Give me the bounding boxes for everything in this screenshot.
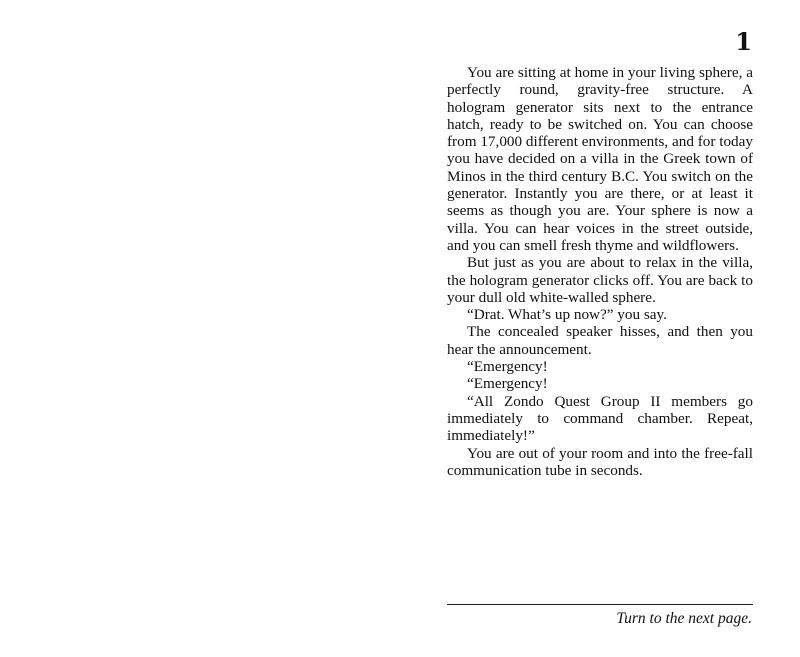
paragraph: But just as you are about to relax in the villa, the hologram generator clicks off. You are back to your dull old white-walled sphere. [447, 254, 753, 306]
footer-divider [447, 604, 753, 605]
paragraph: “All Zondo Quest Group II members go immediately to command chamber. Repeat, immediately!” [447, 392, 753, 445]
paragraph: You are out of your room and into the free-fall communication tube in seconds. [447, 444, 753, 479]
turn-page-instruction: Turn to the next page. [616, 610, 752, 627]
paragraph: “Emergency! [467, 375, 548, 393]
paragraph: “Emergency! [467, 358, 548, 376]
page-number: 1 [735, 27, 752, 56]
paragraph: You are sitting at home in your living sphere, a perfectly round, gravity-free structure. A hologram generator sits next to the entrance hatch, ready to be switched on. You can choose from 17,000 different environments, and for today you have decided on a villa in the Greek town of Minos in the third century B.C. You switch on the generator. Instantly you are there, or at least it seems as though you are. Your sphere is now a villa. You can hear voices in the street outside, and you can smell fresh thyme and wildflowers. [447, 64, 753, 254]
paragraph: “Drat. What’s up now?” you say. [467, 306, 667, 324]
paragraph: The concealed speaker hisses, and then you hear the announcement. [447, 323, 753, 358]
story-text [447, 64, 753, 479]
